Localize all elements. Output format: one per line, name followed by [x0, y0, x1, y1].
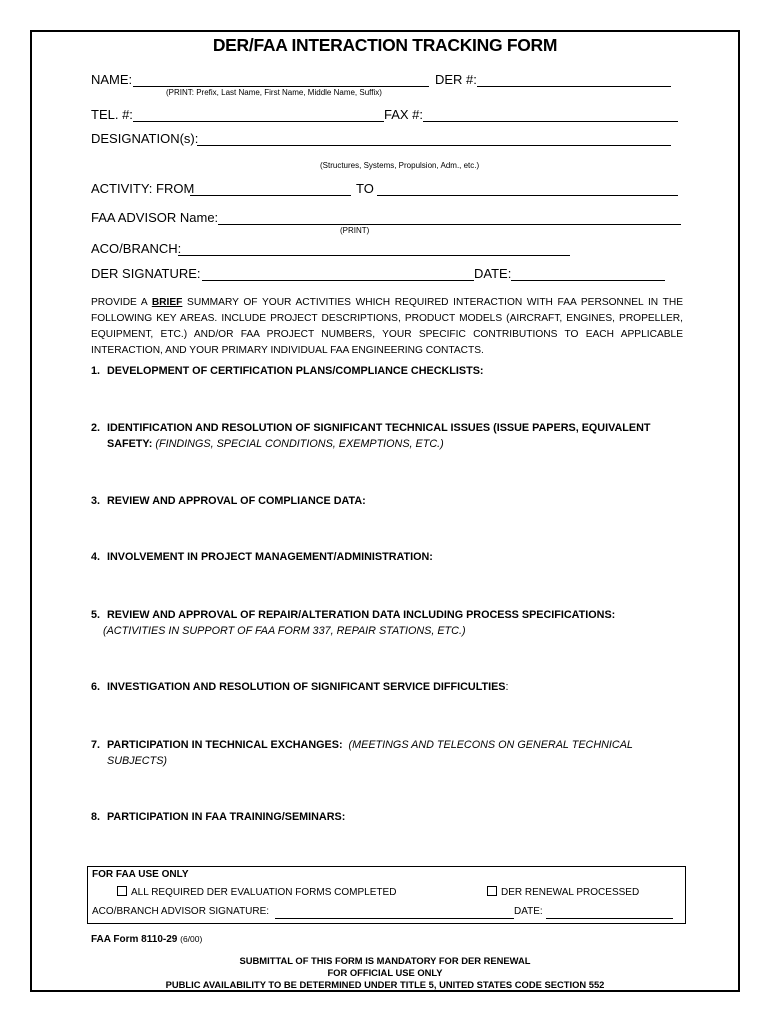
- der-number-field[interactable]: [477, 86, 671, 87]
- activity-to-field[interactable]: [377, 195, 678, 196]
- activity-from-label: ACTIVITY: FROM: [91, 181, 195, 196]
- activity-from-field[interactable]: [190, 195, 351, 196]
- fax-field[interactable]: [423, 121, 678, 122]
- section-1: 1. DEVELOPMENT OF CERTIFICATION PLANS/COMPLIANCE CHECKLISTS:: [91, 365, 484, 377]
- aco-branch-label: ACO/BRANCH:: [91, 241, 182, 256]
- name-label: NAME:: [91, 72, 133, 87]
- der-signature-label: DER SIGNATURE:: [91, 266, 201, 281]
- footer-mandatory-notice: SUBMITTAL OF THIS FORM IS MANDATORY FOR DER RENEWAL: [239, 955, 531, 966]
- faa-use-heading: FOR FAA USE ONLY: [92, 869, 189, 880]
- advisor-field[interactable]: [218, 224, 681, 225]
- advisor-label: FAA ADVISOR Name:: [91, 210, 219, 225]
- advisor-signature-field[interactable]: [275, 918, 514, 919]
- fax-label: FAX #:: [384, 107, 424, 122]
- evaluation-forms-checkbox[interactable]: [117, 886, 127, 896]
- section-3: 3. REVIEW AND APPROVAL OF COMPLIANCE DATA:: [91, 495, 366, 507]
- tel-field[interactable]: [133, 121, 384, 122]
- signature-date-field[interactable]: [511, 280, 665, 281]
- footer-official-use: FOR OFFICIAL USE ONLY: [327, 967, 443, 978]
- designation-hint: (Structures, Systems, Propulsion, Adm., etc.): [320, 161, 480, 170]
- section-2: 2. IDENTIFICATION AND RESOLUTION OF SIGNIFICANT TECHNICAL ISSUES (ISSUE PAPERS, EQUIVALENT SAFETY: (FINDINGS, SPECIAL CONDITIONS, EXEMPTIONS, ETC.): [91, 422, 651, 450]
- advisor-hint: (PRINT): [340, 226, 370, 235]
- designation-label: DESIGNATION(s):: [91, 131, 199, 146]
- form-title: DER/FAA INTERACTION TRACKING FORM: [212, 35, 558, 55]
- designation-field[interactable]: [197, 145, 671, 146]
- section-8: 8. PARTICIPATION IN FAA TRAINING/SEMINARS:: [91, 811, 346, 823]
- activity-to-label: TO: [356, 181, 374, 196]
- evaluation-forms-option[interactable]: ALL REQUIRED DER EVALUATION FORMS COMPLETED: [117, 886, 396, 898]
- form-border: [30, 30, 740, 992]
- form-number: FAA Form 8110-29 (6/00): [91, 934, 203, 945]
- renewal-processed-option[interactable]: DER RENEWAL PROCESSED: [487, 886, 639, 898]
- section-6: 6. INVESTIGATION AND RESOLUTION OF SIGNIFICANT SERVICE DIFFICULTIES:: [91, 681, 509, 693]
- section-4: 4. INVOLVEMENT IN PROJECT MANAGEMENT/ADMINISTRATION:: [91, 551, 433, 563]
- aco-branch-field[interactable]: [178, 255, 570, 256]
- section-5: 5. REVIEW AND APPROVAL OF REPAIR/ALTERATION DATA INCLUDING PROCESS SPECIFICATIONS: (ACTIVITIES IN SUPPORT OF FAA FORM 337, REPAIR STATIONS, ETC.): [91, 609, 616, 637]
- advisor-date-label: DATE:: [514, 906, 543, 917]
- tel-label: TEL. #:: [91, 107, 133, 122]
- name-hint: (PRINT: Prefix, Last Name, First Name, Middle Name, Suffix): [166, 88, 382, 97]
- signature-date-label: DATE:: [474, 266, 512, 281]
- section-7: 7. PARTICIPATION IN TECHNICAL EXCHANGES: (MEETINGS AND TELECONS ON GENERAL TECHNICAL SUBJECTS): [91, 739, 633, 767]
- instructions-paragraph: PROVIDE A BRIEF SUMMARY OF YOUR ACTIVITIES WHICH REQUIRED INTERACTION WITH FAA PERSONNEL IN THE FOLLOWING KEY AREAS. INCLUDE PROJECT DESCRIPTIONS, PRODUCT MODELS (AIRCRAFT, ENGINES, PROPELLER, EQUIPMENT, ETC.) AND/OR FAA PROJECT NUMBERS, YOUR SPECIFIC CONTRIBUTIONS TO EACH APPLICABLE INTERACTION, AND YOUR PRIMARY INDIVIDUAL FAA ENGINEERING CONTACTS.: [91, 297, 683, 356]
- advisor-signature-label: ACO/BRANCH ADVISOR SIGNATURE:: [92, 906, 270, 917]
- advisor-date-field[interactable]: [546, 918, 673, 919]
- der-signature-field[interactable]: [202, 280, 474, 281]
- footer-public-availability: PUBLIC AVAILABILITY TO BE DETERMINED UNDER TITLE 5, UNITED STATES CODE SECTION 552: [165, 979, 605, 990]
- der-number-label: DER #:: [435, 72, 477, 87]
- renewal-processed-checkbox[interactable]: [487, 886, 497, 896]
- name-field[interactable]: [133, 86, 429, 87]
